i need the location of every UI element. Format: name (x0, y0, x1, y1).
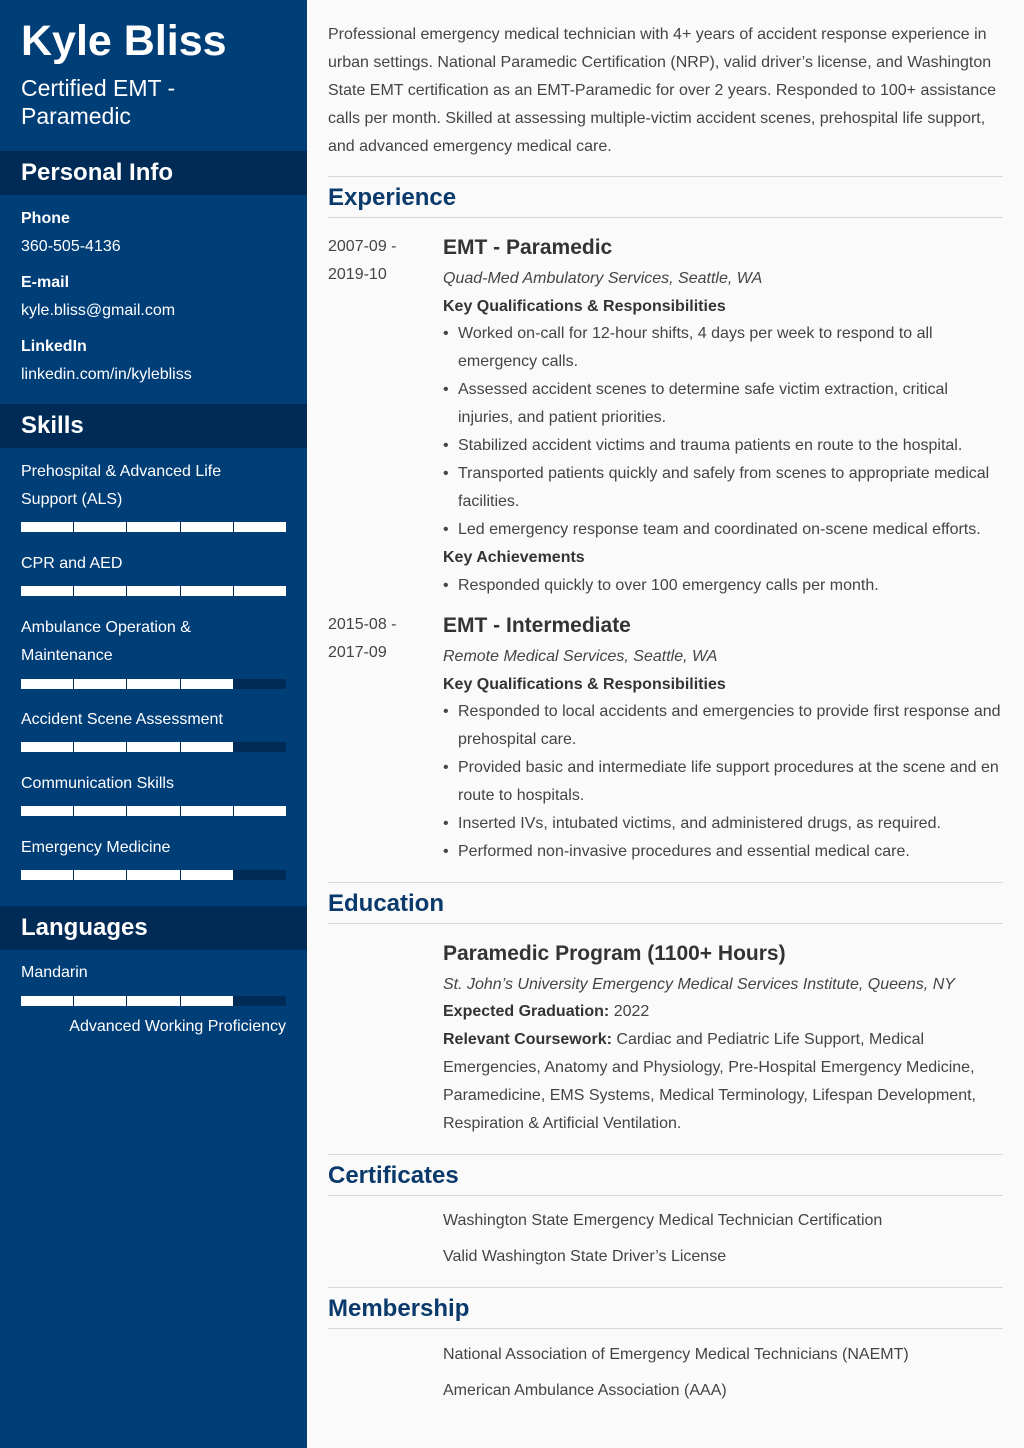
skill-name: Ambulance Operation & Maintenance (21, 619, 191, 664)
graduation-line (443, 998, 1003, 1026)
level-segment-filled (127, 996, 179, 1006)
level-segment-filled (127, 522, 179, 532)
job-date-start: 2007-09 - (328, 238, 397, 255)
list-item: • Provided basic and intermediate life support procedures at the scene and en route to hospitals. (443, 754, 1003, 810)
membership-header (328, 1287, 1003, 1329)
skill-level-bar (21, 522, 286, 532)
email-label: E-mail (21, 274, 70, 291)
list-item: • Assessed accident scenes to determine safe victim extraction, critical injuries, and patient priorities. (443, 376, 1003, 432)
job-title: EMT - Intermediate (443, 614, 631, 637)
level-segment-empty (234, 870, 286, 880)
level-segment-filled (181, 806, 233, 816)
sidebar (0, 0, 307, 1448)
certificates-heading: Certificates (328, 1162, 459, 1189)
level-segment-filled (127, 679, 179, 689)
level-segment-filled (234, 586, 286, 596)
level-segment-filled (127, 586, 179, 596)
list-item: • Responded quickly to over 100 emergency calls per month. (443, 572, 1003, 600)
candidate-title: Certified EMT - Paramedic (21, 75, 176, 129)
phone-label: Phone (21, 210, 70, 227)
level-segment-filled (21, 679, 73, 689)
education-program: Paramedic Program (1100+ Hours) (443, 942, 786, 965)
candidate-name: Kyle Bliss (21, 17, 227, 65)
job-date-start: 2015-08 - (328, 616, 397, 633)
certificates-header (328, 1154, 1003, 1196)
achievements-heading: Key Achievements (443, 549, 585, 566)
level-segment-filled (181, 870, 233, 880)
level-segment-filled (127, 742, 179, 752)
job-date-end: 2019-10 (328, 266, 387, 283)
job-dates (328, 233, 428, 289)
profile-summary: Professional emergency medical technician with 4+ years of accident response experience in urban settings. National Paramedic Certification (NRP), valid driver’s license, and Washington State EMT certification as an EMT-Paramedic for over 2 years. Responded to 100+ assistance calls per month. Skilled at assessing multiple-victim accident scenes, prehospital life support, and advanced emergency medical care. (328, 26, 997, 155)
coursework-line (443, 1026, 1003, 1138)
coursework-value: Cardiac and Pediatric Life Support, Medical Emergencies, Anatomy and Physiology, Pre-Hospital Emergency Medicine, Paramedicine, EMS Systems, Medical Terminology, Lifespan Development, Respiration & Artificial Ventilation. (443, 1031, 976, 1132)
language-name: Mandarin (21, 964, 88, 981)
level-segment-filled (74, 742, 126, 752)
skill-level-bar (21, 806, 286, 816)
list-item: • Transported patients quickly and safely from scenes to appropriate medical facilities. (443, 460, 1003, 516)
list-item: • Led emergency response team and coordinated on-scene medical efforts. (443, 516, 1003, 544)
skill-name: CPR and AED (21, 555, 123, 572)
graduation-label: Expected Graduation: (443, 1003, 610, 1020)
skills-heading: Skills (21, 412, 84, 439)
skill-level-bar (21, 586, 286, 596)
level-segment-filled (181, 586, 233, 596)
skills-header (0, 404, 307, 448)
skill-name: Emergency Medicine (21, 839, 171, 856)
level-segment-filled (234, 522, 286, 532)
level-segment-filled (21, 522, 73, 532)
membership-heading: Membership (328, 1295, 470, 1322)
job-employer: Remote Medical Services, Seattle, WA (443, 648, 718, 665)
graduation-value: 2022 (613, 1003, 650, 1020)
job-date-end: 2017-09 (328, 644, 387, 661)
responsibilities-list (443, 698, 1003, 866)
education-heading: Education (328, 890, 445, 917)
level-segment-filled (21, 870, 73, 880)
level-segment-filled (127, 806, 179, 816)
experience-heading: Experience (328, 184, 457, 211)
language-level-bar (21, 996, 286, 1006)
list-item: • Stabilized accident victims and trauma patients en route to the hospital. (443, 432, 1003, 460)
coursework-label: Relevant Coursework: (443, 1031, 612, 1048)
personal-info-header (0, 151, 307, 195)
job-employer: Quad-Med Ambulatory Services, Seattle, WA (443, 270, 763, 287)
level-segment-filled (74, 806, 126, 816)
level-segment-filled (234, 806, 286, 816)
education-school: St. John’s University Emergency Medical Services Institute, Queens, NY (443, 976, 955, 993)
level-segment-filled (181, 996, 233, 1006)
level-segment-filled (127, 870, 179, 880)
linkedin-label: LinkedIn (21, 338, 87, 355)
level-segment-filled (21, 996, 73, 1006)
experience-header (328, 176, 1003, 218)
languages-header (0, 906, 307, 950)
level-segment-filled (74, 522, 126, 532)
membership-item: National Association of Emergency Medical Technicians (NAEMT) (443, 1346, 909, 1363)
list-item: • Inserted IVs, intubated victims, and administered drugs, as required. (443, 810, 1003, 838)
responsibilities-heading: Key Qualifications & Responsibilities (443, 298, 726, 315)
level-segment-filled (181, 679, 233, 689)
level-segment-filled (74, 996, 126, 1006)
level-segment-filled (74, 586, 126, 596)
job-dates (328, 611, 428, 667)
languages-heading: Languages (21, 914, 148, 941)
level-segment-filled (74, 870, 126, 880)
skill-name: Communication Skills (21, 775, 174, 792)
responsibilities-heading: Key Qualifications & Responsibilities (443, 676, 726, 693)
level-segment-filled (181, 522, 233, 532)
personal-info-heading: Personal Info (21, 159, 174, 186)
job-title: EMT - Paramedic (443, 236, 613, 259)
level-segment-filled (21, 806, 73, 816)
skill-name: Prehospital & Advanced Life Support (ALS) (21, 463, 222, 508)
list-item: • Worked on-call for 12-hour shifts, 4 days per week to respond to all emergency calls. (443, 320, 1003, 376)
achievements-list (443, 572, 1003, 600)
skill-level-bar (21, 679, 286, 689)
skill-level-bar (21, 742, 286, 752)
level-segment-filled (21, 586, 73, 596)
email-value: kyle.bliss@gmail.com (21, 302, 176, 319)
phone-value: 360-505-4136 (21, 238, 121, 255)
skill-level-bar (21, 870, 286, 880)
level-segment-filled (74, 679, 126, 689)
language-level-label: Advanced Working Proficiency (69, 1018, 286, 1035)
responsibilities-list (443, 320, 1003, 544)
list-item: • Responded to local accidents and emergencies to provide first response and prehospital care. (443, 698, 1003, 754)
level-segment-empty (234, 742, 286, 752)
level-segment-empty (234, 996, 286, 1006)
list-item: • Performed non-invasive procedures and essential medical care. (443, 838, 1003, 866)
level-segment-filled (21, 742, 73, 752)
certificate-item: Valid Washington State Driver’s License (443, 1248, 727, 1265)
membership-item: American Ambulance Association (AAA) (443, 1382, 727, 1399)
skill-name: Accident Scene Assessment (21, 711, 223, 728)
level-segment-filled (181, 742, 233, 752)
education-header (328, 882, 1003, 924)
certificate-item: Washington State Emergency Medical Technician Certification (443, 1212, 883, 1229)
linkedin-value: linkedin.com/in/kylebliss (21, 366, 192, 383)
level-segment-empty (234, 679, 286, 689)
